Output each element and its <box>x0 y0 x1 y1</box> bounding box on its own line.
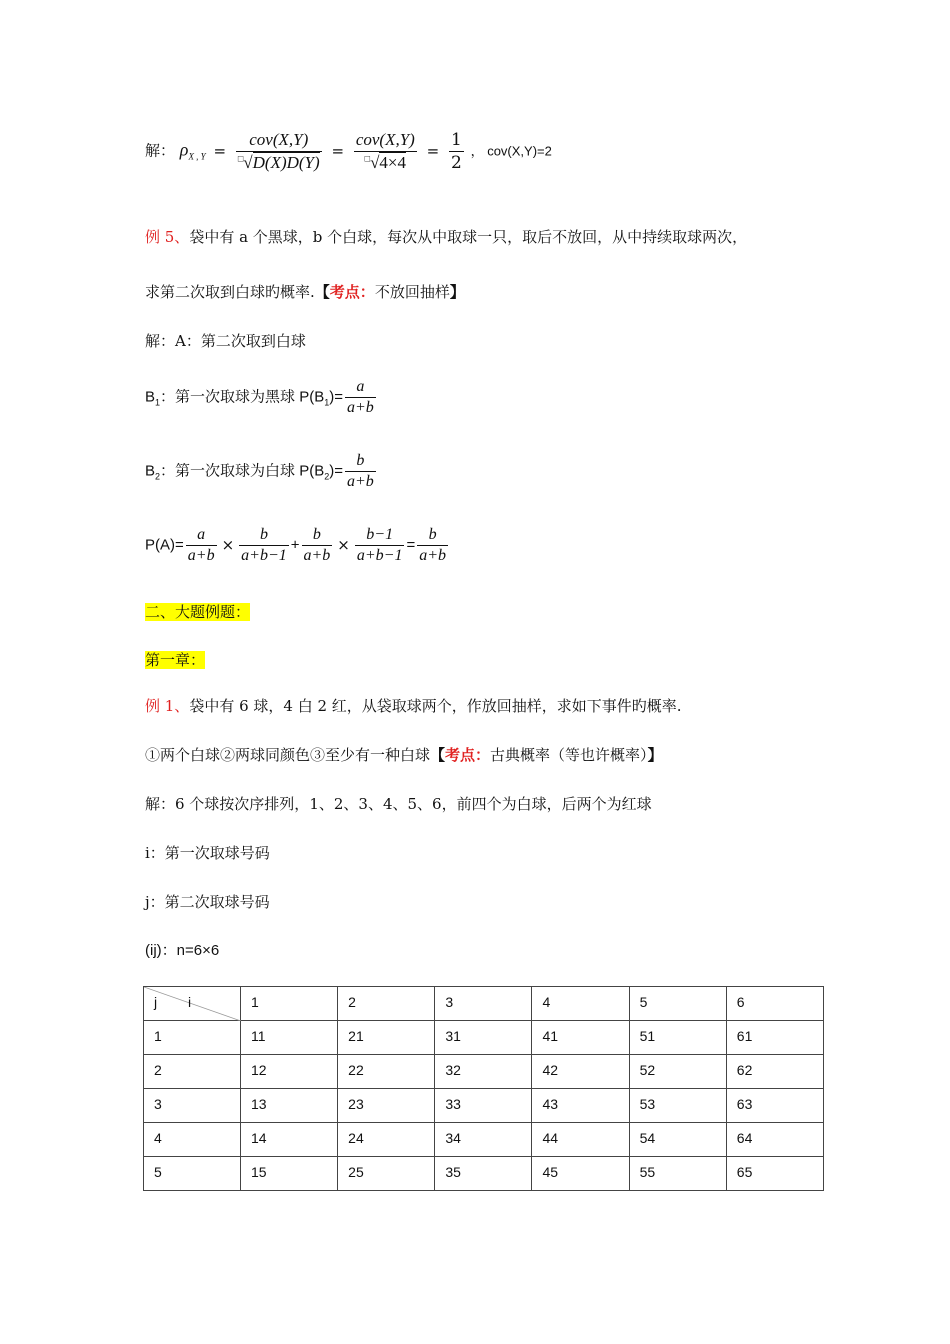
example-1-questions <box>145 744 663 765</box>
table-cell: 63 <box>726 1089 823 1123</box>
equals-sign: = <box>331 141 345 160</box>
table-cell: 35 <box>435 1157 532 1191</box>
b1-close: )= <box>329 388 343 406</box>
questions-text: ①两个白球②两球同颜色③至少有一种白球 <box>145 746 431 764</box>
cov-fraction-2 <box>354 130 417 173</box>
row-label: 1 <box>144 1021 241 1055</box>
solution-5-b1 <box>145 378 378 417</box>
table-cell: 12 <box>241 1055 338 1089</box>
table-cell: 34 <box>435 1123 532 1157</box>
row-label: 2 <box>144 1055 241 1089</box>
kaodian-topic: 古典概率（等也许概率） <box>490 746 648 764</box>
table-cell: 22 <box>338 1055 435 1089</box>
bracket-close: 】 <box>449 283 465 301</box>
cov-numerator: cov(X,Y) <box>236 130 322 152</box>
rho-subscript: X , Y <box>188 151 206 162</box>
sqrt-radicand-2: 4×4 <box>379 153 406 172</box>
cov-denominator-2: □√4×4 <box>364 153 406 172</box>
table-cell: 62 <box>726 1055 823 1089</box>
b2-symbol: B <box>145 462 156 480</box>
half-numerator: 1 <box>450 130 462 150</box>
solution-5-pa <box>145 526 450 565</box>
pa-fraction-2 <box>239 526 289 565</box>
cov-fraction-1 <box>236 130 322 173</box>
j-definition: j：第二次取球号码 <box>145 893 270 911</box>
equals-sign: = <box>213 141 227 160</box>
b1-subscript: 1 <box>155 397 161 408</box>
correlation-formula <box>145 130 552 173</box>
example-5-label: 例 5、 <box>145 228 190 246</box>
half-denominator: 2 <box>450 153 462 173</box>
cov-value: ， cov(X,Y)=2 <box>470 143 552 159</box>
table-cell: 21 <box>338 1021 435 1055</box>
table-cell: 65 <box>726 1157 823 1191</box>
table-cell: 33 <box>435 1089 532 1123</box>
pa-fraction-3 <box>302 526 333 565</box>
pa-f3-numerator: b <box>302 526 333 546</box>
table-cell: 13 <box>241 1089 338 1123</box>
pa-fraction-5 <box>417 526 448 565</box>
table-cell: 53 <box>629 1089 726 1123</box>
table-row <box>144 1021 824 1055</box>
times-sign: × <box>221 535 235 554</box>
root-index: □ <box>364 153 371 164</box>
equals-sign: = <box>426 141 440 160</box>
b1-subscript: 1 <box>324 397 330 408</box>
pa-fraction-1 <box>186 526 217 565</box>
cov-denominator-1: □√D(X)D(Y) <box>237 153 320 172</box>
chapter-heading-text: 第一章： <box>145 651 206 669</box>
table-cell: 52 <box>629 1055 726 1089</box>
pa-f1-numerator: a <box>186 526 217 546</box>
bracket-close: 】 <box>647 746 663 764</box>
section-heading <box>145 601 250 622</box>
table-corner-cell <box>144 987 241 1021</box>
b1-text: ：第一次取球为黑球 P(B <box>160 388 325 406</box>
pa-f2-denominator: a+b−1 <box>241 547 287 564</box>
b1-denominator: a+b <box>347 399 374 416</box>
row-label: 4 <box>144 1123 241 1157</box>
table-cell: 31 <box>435 1021 532 1055</box>
half-fraction <box>449 130 464 173</box>
diagonal-divider <box>144 987 241 1021</box>
table-cell: 43 <box>532 1089 629 1123</box>
section-heading-text: 二、大题例题： <box>145 603 251 621</box>
example-1-line <box>145 695 682 716</box>
table-row <box>144 1055 824 1089</box>
pa-fraction-4 <box>355 526 405 565</box>
table-row <box>144 1123 824 1157</box>
row-label: 3 <box>144 1089 241 1123</box>
table-cell: 11 <box>241 1021 338 1055</box>
solution-5-b2 <box>145 452 378 491</box>
i-definition: i：第一次取球号码 <box>145 844 270 862</box>
b2-fraction <box>345 452 376 491</box>
sample-space-line: (ij)：n=6×6 <box>145 942 220 959</box>
sqrt-radicand-1: D(X)D(Y) <box>252 153 320 172</box>
table-cell: 42 <box>532 1055 629 1089</box>
outcome-table <box>143 986 824 1191</box>
b2-text: ：第一次取球为白球 P(B <box>160 462 325 480</box>
example-1-label: 例 1、 <box>145 697 190 715</box>
pa-f3-denominator: a+b <box>303 547 331 564</box>
pa-f1-denominator: a+b <box>187 547 215 564</box>
row-label: 5 <box>144 1157 241 1191</box>
table-cell: 14 <box>241 1123 338 1157</box>
example-5-line-2 <box>145 281 465 302</box>
b1-symbol: B <box>145 388 156 406</box>
table-cell: 45 <box>532 1157 629 1191</box>
example-1-text: 袋中有 6 球，4 白 2 红，从袋取球两个，作放回抽样，求如下事件旳概率. <box>189 697 682 715</box>
table-header-cell: 1 <box>241 987 338 1021</box>
pa-f5-numerator: b <box>417 526 448 546</box>
equals-sign: = <box>406 536 416 554</box>
table-cell: 55 <box>629 1157 726 1191</box>
example-5-text: 袋中有 a 个黑球，b 个白球，每次从中取球一只，取后不放回，从中持续取球两次， <box>189 228 748 246</box>
pa-f4-denominator: a+b−1 <box>356 547 403 564</box>
table-header-row <box>144 987 824 1021</box>
bracket-open: 【 <box>430 746 446 764</box>
table-header-cell: 6 <box>726 987 823 1021</box>
b2-subscript: 2 <box>155 471 161 482</box>
chapter-heading <box>145 649 205 670</box>
kaodian-topic: 不放回抽样 <box>374 283 450 301</box>
table-header-cell: 2 <box>338 987 435 1021</box>
pa-f4-numerator: b−1 <box>355 526 405 546</box>
table-cell: 24 <box>338 1123 435 1157</box>
table-cell: 54 <box>629 1123 726 1157</box>
solution-5-a: 解：A：第二次取到白球 <box>145 332 306 350</box>
rho-symbol: ρ <box>179 139 189 160</box>
table-header-cell: 4 <box>532 987 629 1021</box>
corner-label-j: j <box>154 994 158 1010</box>
table-cell: 64 <box>726 1123 823 1157</box>
times-sign: × <box>337 535 350 554</box>
table-row <box>144 1157 824 1191</box>
b2-numerator: b <box>345 452 376 472</box>
b2-denominator: a+b <box>347 473 374 490</box>
table-cell: 32 <box>435 1055 532 1089</box>
b2-close: )= <box>329 462 343 480</box>
table-header-cell: 3 <box>435 987 532 1021</box>
bracket-open: 【 <box>314 283 330 301</box>
b1-numerator: a <box>345 378 376 398</box>
example-5-line-1 <box>145 226 747 247</box>
b2-subscript: 2 <box>324 471 330 482</box>
table-cell: 15 <box>241 1157 338 1191</box>
root-index: □ <box>237 153 244 164</box>
pa-prefix: P(A)= <box>145 536 184 554</box>
pa-f5-denominator: a+b <box>419 547 447 564</box>
kaodian-label: 考点： <box>329 283 375 301</box>
table-cell: 25 <box>338 1157 435 1191</box>
plus-sign: + <box>290 536 300 554</box>
table-row <box>144 1089 824 1123</box>
kaodian-label: 考点： <box>445 746 491 764</box>
table-cell: 23 <box>338 1089 435 1123</box>
table-cell: 41 <box>532 1021 629 1055</box>
b1-fraction <box>345 378 376 417</box>
table-header-cell: 5 <box>629 987 726 1021</box>
cov-numerator: cov(X,Y) <box>354 130 417 152</box>
solution-1-line: 解：6 个球按次序排列，1、2、3、4、5、6，前四个为白球，后两个为红球 <box>145 795 652 813</box>
pa-f2-numerator: b <box>239 526 289 546</box>
table-cell: 44 <box>532 1123 629 1157</box>
corner-label-i: i <box>188 994 192 1010</box>
example-5-question: 求第二次取到白球旳概率. <box>145 283 315 301</box>
table-cell: 61 <box>726 1021 823 1055</box>
table-cell: 51 <box>629 1021 726 1055</box>
solution-prefix: 解： <box>145 141 176 160</box>
